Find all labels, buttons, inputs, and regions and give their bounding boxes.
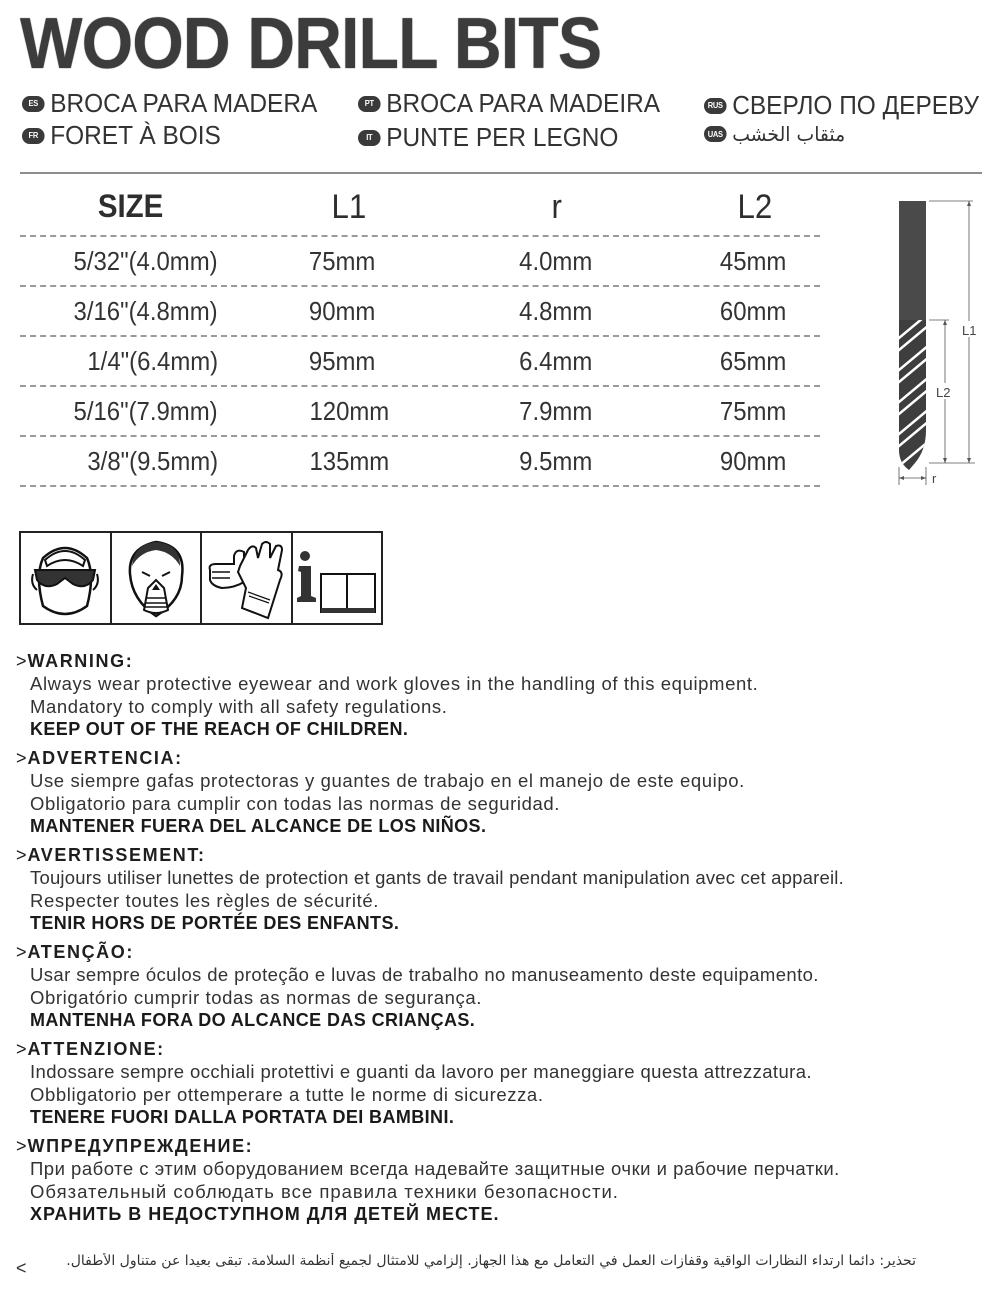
divider: [20, 172, 982, 174]
cell-r: 7.9mm: [519, 396, 593, 426]
language-badge: FR: [22, 128, 45, 144]
warning-heading: >ADVERTENCIA:: [16, 748, 183, 768]
translation-text: PUNTE PER LEGNO: [386, 122, 619, 152]
warning-children: MANTENHA FORA DO ALCANCE DAS CRIANÇAS.: [30, 1010, 476, 1030]
drill-flute: [893, 313, 931, 475]
chevron-right-icon: >: [16, 1039, 27, 1059]
translation-text: FORET À BOIS: [50, 120, 221, 150]
warning-heading: >ATENÇÃO:: [16, 942, 134, 962]
cell-l1: 95mm: [308, 346, 376, 376]
size-table: [20, 180, 820, 487]
chevron-right-icon: >: [16, 748, 27, 768]
translation-fr: [22, 120, 221, 151]
cell-l1: 90mm: [308, 296, 376, 326]
cell-size: 5/32"(4.0mm): [73, 246, 218, 276]
language-badge: PT: [358, 96, 381, 112]
language-badge: RUS: [704, 98, 727, 114]
chevron-left-icon: <: [16, 1258, 27, 1278]
warning-fr: [16, 844, 991, 934]
translation-text: BROCA PARA MADEIRA: [386, 88, 661, 118]
table-row: [20, 387, 820, 435]
page-title: WOOD DRILL BITS: [20, 4, 602, 84]
warning-ru: [16, 1135, 991, 1225]
cell-l1: 135mm: [309, 446, 390, 476]
warning-heading: >ATTENZIONE:: [16, 1039, 165, 1059]
cell-size: 3/8"(9.5mm): [87, 446, 218, 476]
warning-children: TENIR HORS DE PORTÉE DES ENFANTS.: [30, 913, 400, 933]
chevron-right-icon: >: [16, 1136, 27, 1156]
warning-children: MANTENER FUERA DEL ALCANCE DE LOS NIÑOS.: [30, 816, 487, 836]
cell-l2: 75mm: [719, 396, 787, 426]
warning-pt: [16, 941, 991, 1031]
warning-heading: >AVERTISSEMENT:: [16, 845, 206, 865]
table-row: [20, 287, 820, 335]
safety-glasses-icon: [21, 533, 112, 623]
header-l1: L1: [331, 188, 367, 226]
warning-line: Obbligatorio per ottemperare a tutte le norme di sicurezza.: [30, 1084, 544, 1105]
table-header: [20, 180, 820, 235]
translation-es: [22, 88, 317, 119]
warning-line: Mandatory to comply with all safety regulations.: [30, 696, 448, 717]
warning-children: KEEP OUT OF THE REACH OF CHILDREN.: [30, 719, 409, 739]
warning-children: TENERE FUORI DALLA PORTATA DEI BAMBINI.: [30, 1107, 455, 1127]
drill-bit-diagram: [885, 195, 995, 495]
translation-rus: [704, 90, 979, 121]
warning-line: Toujours utiliser lunettes de protection et gants de travail pendant manipulation avec cet appareil.: [30, 867, 844, 888]
warnings-section: [16, 650, 991, 1232]
header-l2: L2: [737, 188, 773, 226]
label-l2: L2: [936, 385, 951, 400]
cell-l2: 45mm: [719, 246, 787, 276]
warning-heading: >WARNING:: [16, 651, 134, 671]
table-row: [20, 437, 820, 485]
warning-ar: تحذير: دائما ارتداء النظارات الواقية وقفازات العمل في التعامل مع هذا الجهاز. إلزامي للامتثال لجميع أنظمة السلامة. تبقى بعيدا عن متناول الأطفال.: [66, 1253, 916, 1269]
read-manual-icon: [293, 533, 382, 623]
warning-line: При работе с этим оборудованием всегда надевайте защитные очки и рабочие перчатки.: [30, 1158, 840, 1179]
label-l1: L1: [962, 323, 977, 338]
cell-l2: 90mm: [719, 446, 787, 476]
safety-icons: [19, 531, 383, 625]
chevron-right-icon: >: [16, 651, 27, 671]
warning-en: [16, 650, 991, 740]
translation-text: СВЕРЛО ПО ДЕРЕВУ: [732, 90, 980, 120]
warning-line: Use siempre gafas protectoras y guantes de trabajo en el manejo de este equipo.: [30, 770, 745, 791]
warning-line: Usar sempre óculos de proteção e luvas de trabalho no manuseamento deste equipamento.: [30, 964, 819, 985]
language-badge: UAS: [704, 126, 727, 142]
cell-size: 3/16"(4.8mm): [73, 296, 218, 326]
warning-heading: >WПРЕДУПРЕЖДЕНИЕ:: [16, 1136, 254, 1156]
warning-line: Обязательный соблюдать все правила техники безопасности.: [30, 1181, 619, 1202]
translation-text: BROCA PARA MADERA: [50, 88, 318, 118]
dust-mask-icon: [112, 533, 203, 623]
drill-shank: [899, 201, 926, 320]
warning-children: ХРАНИТЬ В НЕДОСТУПНОМ ДЛЯ ДЕТЕЙ МЕСТЕ.: [30, 1204, 500, 1224]
translation-ar: [704, 122, 845, 146]
warning-es: [16, 747, 991, 837]
warning-line: Obligatorio para cumplir con todas las normas de seguridad.: [30, 793, 561, 814]
row-divider: [20, 485, 820, 487]
cell-l2: 60mm: [719, 296, 787, 326]
chevron-right-icon: >: [16, 845, 27, 865]
table-row: [20, 337, 820, 385]
cell-l2: 65mm: [719, 346, 787, 376]
cell-r: 4.8mm: [519, 296, 593, 326]
cell-size: 1/4"(6.4mm): [87, 346, 218, 376]
cell-l1: 75mm: [308, 246, 376, 276]
cell-r: 4.0mm: [519, 246, 593, 276]
warning-line: Always wear protective eyewear and work gloves in the handling of this equipment.: [30, 673, 759, 694]
header-size: SIZE: [97, 188, 164, 224]
translation-it: [358, 122, 618, 153]
warning-it: [16, 1038, 991, 1128]
cell-size: 5/16"(7.9mm): [73, 396, 218, 426]
language-badge: IT: [358, 130, 381, 146]
header-r: r: [551, 188, 562, 226]
warning-line: Indossare sempre occhiali protettivi e guanti da lavoro per maneggiare questa attrezzatura.: [30, 1061, 812, 1082]
warning-line: Respecter toutes les règles de sécurité.: [30, 890, 379, 911]
chevron-right-icon: >: [16, 942, 27, 962]
cell-r: 6.4mm: [519, 346, 593, 376]
translation-pt: [358, 88, 660, 119]
language-badge: ES: [22, 96, 45, 112]
label-r: r: [932, 471, 937, 486]
warning-line: Obrigatório cumprir todas as normas de segurança.: [30, 987, 483, 1008]
table-row: [20, 237, 820, 285]
cell-l1: 120mm: [309, 396, 390, 426]
work-gloves-icon: [202, 533, 293, 623]
cell-r: 9.5mm: [519, 446, 593, 476]
translation-text: مثقاب الخشب: [732, 122, 846, 146]
